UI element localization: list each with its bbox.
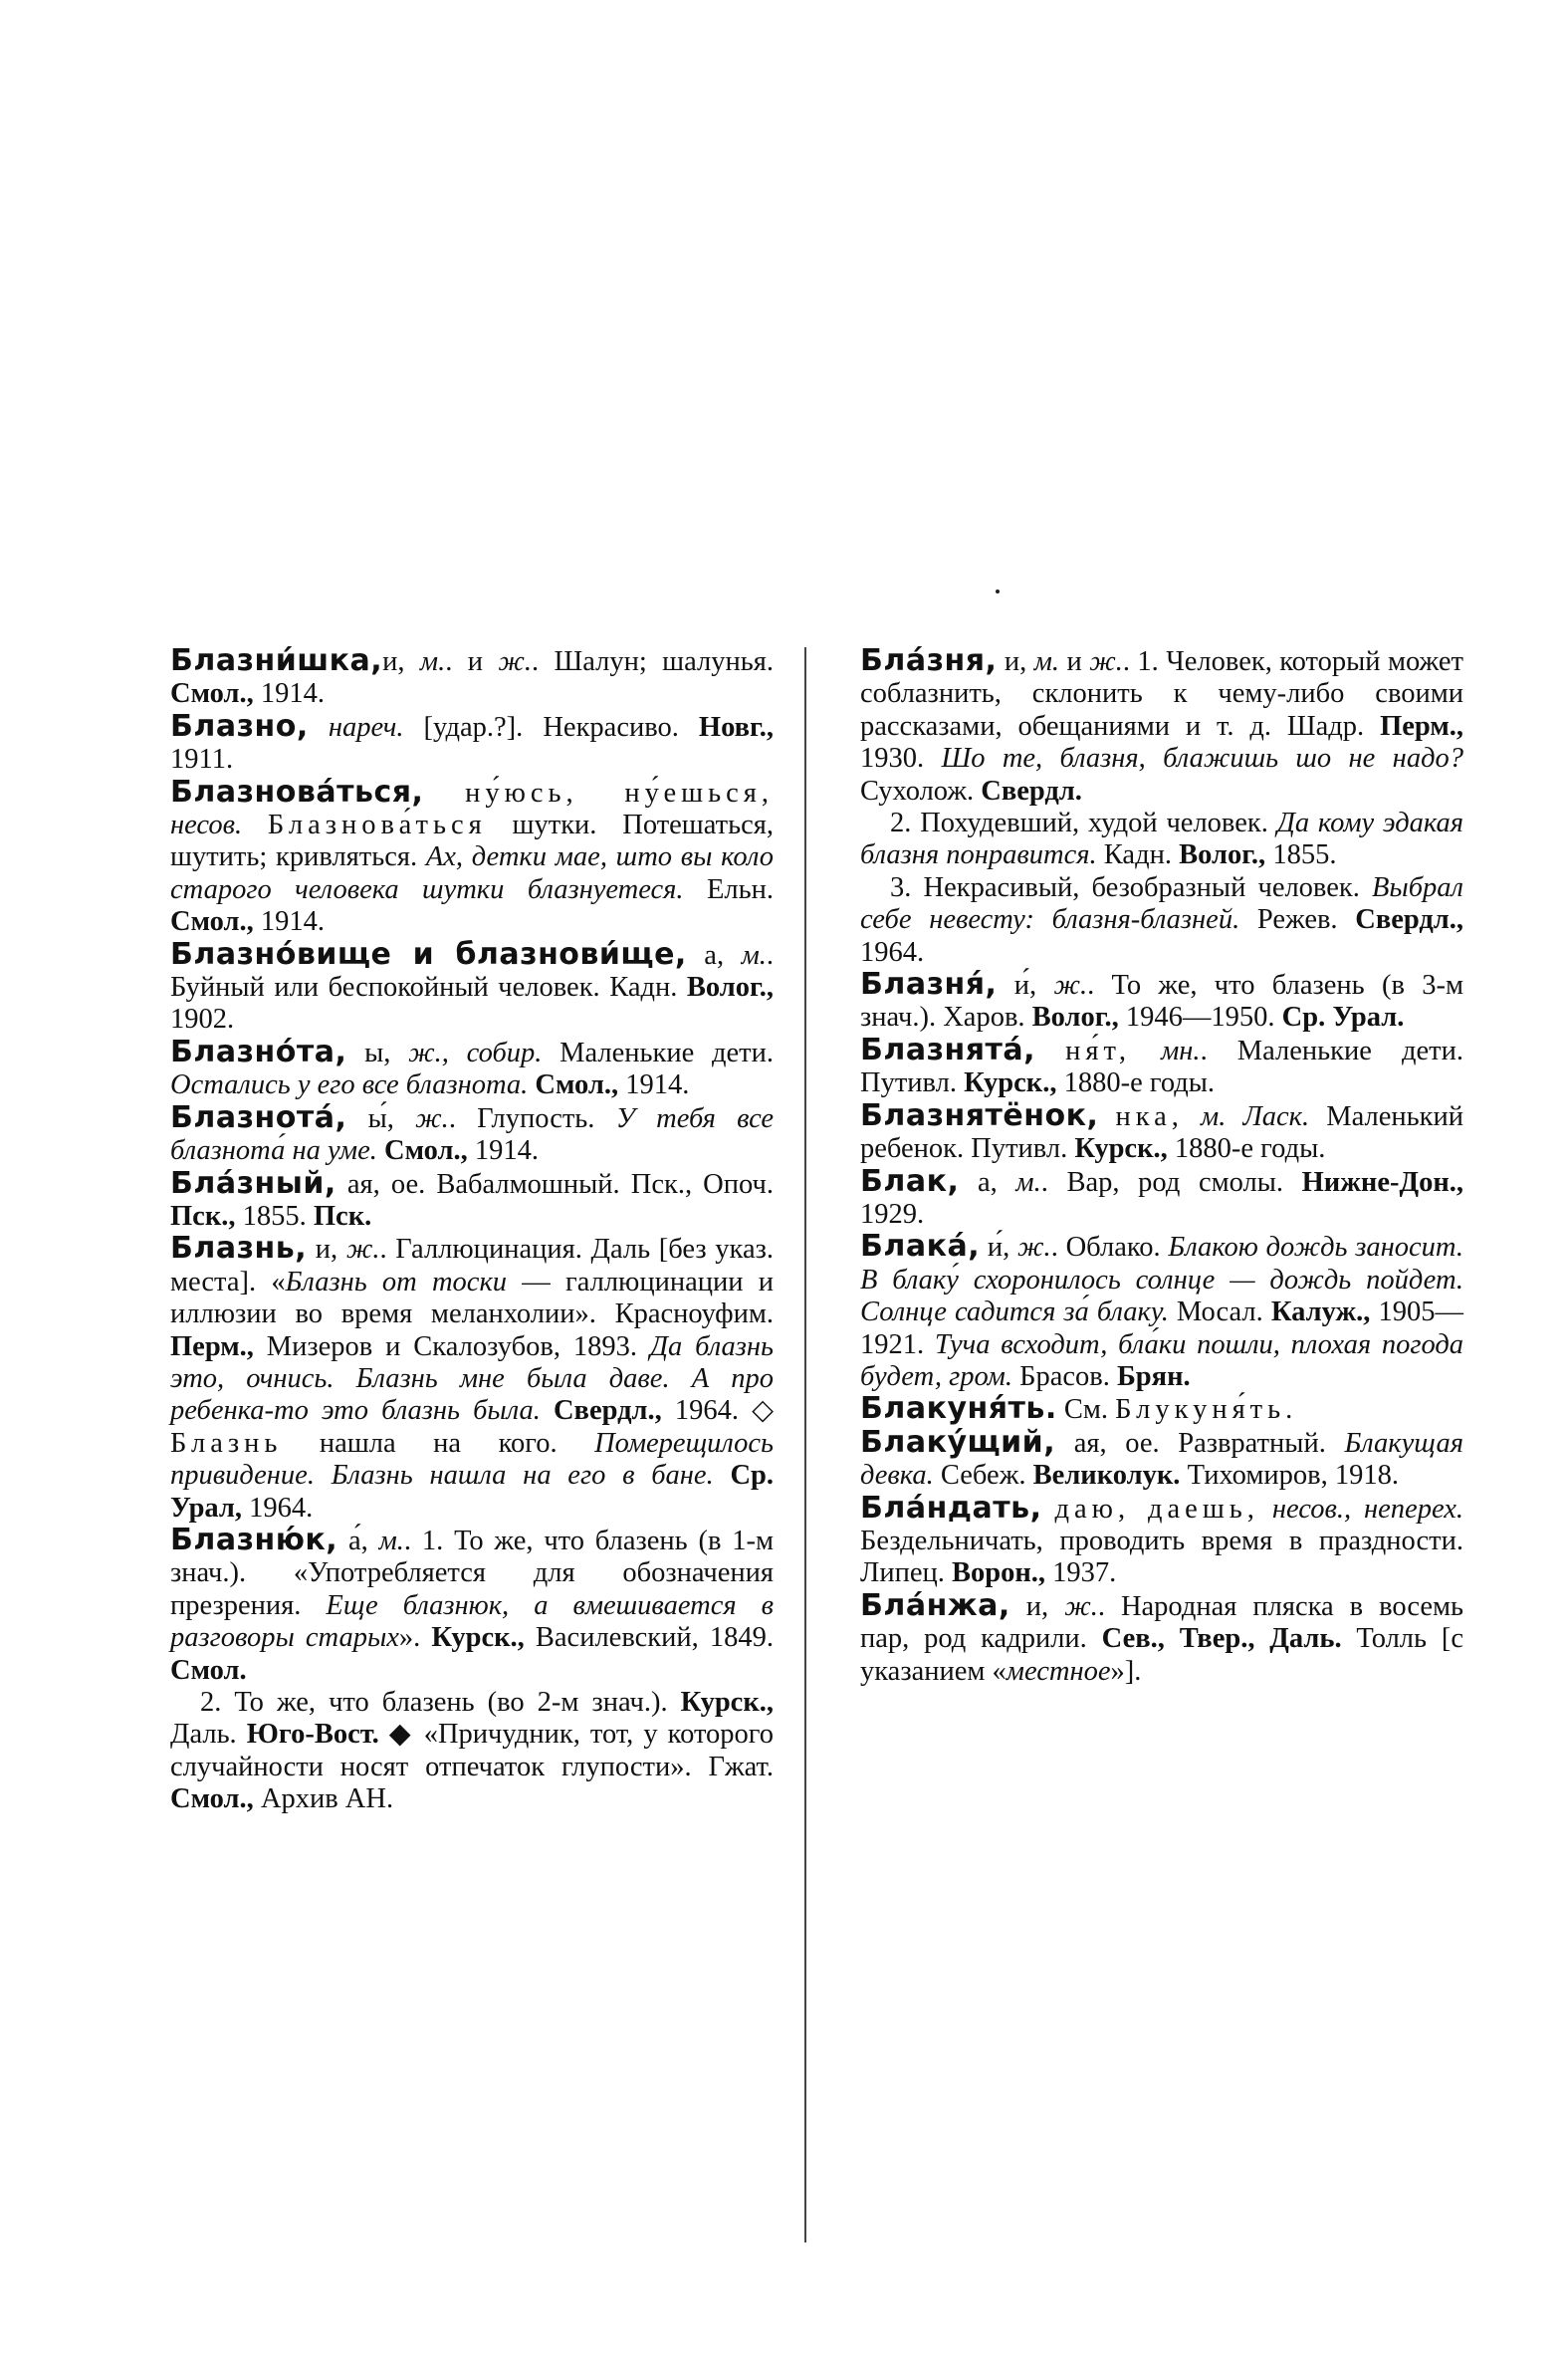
entry-text: 3. Некрасивый, безобразный человек.	[890, 871, 1373, 903]
entry-text: Туча всходит, бла́ки пошли, плохая погода будет, гром.	[860, 1328, 1464, 1392]
entry-text: ж., собир.	[408, 1037, 543, 1068]
entry-text: а,	[959, 1166, 1016, 1198]
entry-text: ы́,	[346, 1102, 416, 1134]
entry-text: Новг.,	[698, 711, 774, 743]
entry-text: Свердл.	[981, 775, 1082, 807]
entry-text	[377, 1135, 384, 1166]
left-column	[170, 645, 774, 1816]
entry-text: Выбрал себе невесту: блазня-блазней.	[860, 871, 1463, 936]
entry-text: . Народная пляска в восемь пар, род кадрили.	[860, 1590, 1463, 1655]
dictionary-entry	[170, 1034, 774, 1102]
dictionary-entry	[170, 1165, 774, 1234]
entry-text: ня́т,	[1065, 1035, 1131, 1066]
column-divider	[804, 647, 806, 2242]
entry-text: Твер.,	[1179, 1623, 1255, 1655]
headword: Блазнова́ться,	[170, 774, 424, 810]
entry-text: Курск.,	[431, 1622, 525, 1654]
entry-text: Да кому эдакая блазня понравится.	[860, 808, 1463, 871]
entry-text: . Буйный или беспокойный человек. Кадн.	[170, 939, 775, 1004]
entry-text: . Шалун; шалунья.	[532, 646, 774, 677]
entry-text: 1880-е годы.	[1167, 1133, 1326, 1165]
entry-text: ы,	[346, 1037, 409, 1068]
entry-text: Режев.	[1239, 904, 1356, 936]
entry-text: [удар.?]. Некрасиво.	[403, 711, 699, 743]
dictionary-entry	[170, 1687, 774, 1816]
entry-text: м.	[741, 939, 767, 971]
entry-text: Василевский, 1849.	[524, 1622, 774, 1654]
entry-text: Свердл.,	[553, 1395, 662, 1427]
entry-text: Смол.,	[170, 678, 254, 710]
entry-text: ж.	[1053, 970, 1088, 1002]
entry-text: Смол.,	[384, 1135, 468, 1167]
dictionary-entry	[860, 1393, 1463, 1426]
entry-text: Пск.	[313, 1200, 372, 1232]
entry-text: Брасов.	[1011, 1360, 1117, 1392]
dictionary-entry	[860, 1097, 1463, 1166]
entry-text: ж.	[415, 1102, 449, 1134]
entry-text: Даль.	[1269, 1623, 1342, 1655]
entry-text: Ворон.,	[952, 1557, 1046, 1589]
entry-text: Перм.,	[170, 1330, 254, 1362]
entry-text: Да блазнь это, очнись. Блазнь мне была даве. А про ребенка-то это блазнь была.	[170, 1330, 774, 1427]
entry-text: нка,	[1115, 1100, 1184, 1132]
dictionary-entry	[170, 774, 775, 939]
entry-text: Сев.,	[1101, 1623, 1165, 1655]
entry-text: См.	[1056, 1394, 1116, 1426]
entry-text: и,	[307, 1234, 346, 1266]
headword: Блазнота́,	[170, 1099, 347, 1135]
entry-text: Маленький ребенок. Путивл.	[860, 1100, 1463, 1165]
dictionary-entry	[860, 645, 1463, 808]
headword: Бла́зный,	[170, 1165, 336, 1201]
entry-text: м.	[1033, 646, 1060, 677]
entry-text: а́,	[337, 1525, 379, 1556]
entry-text: Курск.,	[1074, 1133, 1168, 1165]
entry-text: Перм.,	[1380, 710, 1463, 742]
entry-text: 1964.	[860, 936, 925, 968]
headword: Блазнь,	[170, 1231, 308, 1267]
entry-text: ну́юсь, ну́ешься,	[465, 777, 774, 809]
entry-text: Смол.,	[170, 906, 254, 938]
entry-text: Еще блазнюк, а вмешивается в разговоры старых	[170, 1589, 774, 1654]
entry-text: Курск.,	[964, 1067, 1057, 1099]
entry-text: . То же, что блазень (в 3-м знач.). Харов.	[860, 970, 1463, 1034]
dictionary-entry	[860, 1424, 1463, 1493]
entry-text: ая, ое. Развратный.	[1055, 1427, 1345, 1459]
dictionary-entry	[170, 708, 774, 777]
dictionary-entry	[170, 1099, 775, 1168]
entry-text: Кадн.	[1096, 839, 1180, 871]
entry-text	[1259, 1494, 1272, 1525]
stray-dot	[996, 589, 1000, 593]
entry-text: 1930.	[860, 743, 942, 775]
entry-text: 1911.	[170, 744, 234, 776]
entry-text: 1902.	[170, 1004, 235, 1036]
entry-text: У тебя все блазнота́ на уме.	[170, 1102, 775, 1167]
entry-text: . Галлюцинация. Даль [без указ. места]. «	[170, 1234, 774, 1297]
entry-text: Волог.,	[1179, 839, 1266, 871]
entry-text: . Облако.	[1050, 1232, 1169, 1264]
entry-text	[541, 1395, 554, 1426]
headword: Блазнята́,	[860, 1032, 1036, 1067]
dictionary-entry	[170, 1522, 774, 1687]
entry-text: ж.	[1064, 1590, 1098, 1622]
entry-text: 1914.	[467, 1135, 539, 1167]
entry-text: и,	[1009, 1590, 1065, 1622]
entry-text	[1131, 1036, 1161, 1066]
entry-text: ◆ «Причудник, тот, у которого случайности носят отпечаток глупости». Гжат.	[170, 1719, 774, 1782]
dictionary-entry	[860, 969, 1463, 1035]
entry-text: Смол.,	[170, 1783, 254, 1815]
entry-text: Ельн.	[683, 873, 775, 905]
entry-text	[1165, 1623, 1180, 1654]
entry-text: Великолук.	[1032, 1460, 1181, 1492]
headword: Бла́нжа,	[860, 1587, 1010, 1623]
entry-text: Ах, детки мае, што вы коло старого человека шутки блазнуетеся.	[170, 841, 774, 905]
entry-text: 2. Похудевший, худой человек.	[890, 808, 1277, 839]
entry-text: Калуж.,	[1270, 1296, 1371, 1328]
entry-text: ж.	[345, 1234, 380, 1266]
entry-text: Блазнь от тоски	[285, 1266, 508, 1297]
entry-text: Сухолож.	[860, 775, 982, 807]
entry-text	[309, 712, 329, 743]
dictionary-entry	[860, 1163, 1463, 1232]
dictionary-entry	[860, 808, 1463, 872]
headword: Бла́ндать,	[860, 1490, 1042, 1526]
entry-text	[1035, 1036, 1065, 1066]
entry-text: Шо те, блазня, блажишь шо не надо?	[941, 743, 1463, 775]
right-column	[860, 645, 1463, 1688]
entry-text: Остались у его все блазнота.	[170, 1069, 529, 1101]
entry-text: . Вар, род смолы.	[1040, 1166, 1302, 1198]
entry-text: несов., неперех.	[1271, 1493, 1464, 1525]
entry-text: Маленькие дети.	[542, 1037, 774, 1068]
dictionary-entry	[170, 1233, 774, 1525]
headword: Блазно́вище и блазнови́ще,	[170, 936, 687, 972]
entry-text: 2. То же, что блазень (во 2-м знач.).	[200, 1687, 681, 1718]
entry-text: Свердл.,	[1355, 904, 1464, 936]
entry-text	[1042, 1494, 1055, 1525]
entry-text: Смол.	[170, 1654, 247, 1686]
entry-text: Нижне-Дон.,	[1301, 1166, 1463, 1198]
entry-text: Волог.,	[686, 972, 774, 1004]
entry-text: Даль.	[170, 1719, 247, 1751]
entry-text: 1905—1921.	[860, 1296, 1464, 1360]
entry-text: Ср. Урал.	[1281, 1002, 1405, 1034]
entry-text: — галлюцинации и иллюзии во время меланхолии». Красноуфим.	[170, 1266, 774, 1330]
entry-text: нареч.	[328, 711, 404, 743]
entry-text: . Маленькие дети. Путивл.	[860, 1035, 1464, 1099]
entry-text: Блакою дождь заносит. В блаку́ схоронилось солнце — дождь пойдет. Солнце садится за́ блаку.	[860, 1232, 1463, 1328]
entry-text: шутки. Потешаться, шутить; кривляться.	[170, 810, 774, 873]
entry-text: даю, даешь,	[1054, 1493, 1259, 1525]
headword: Блаку́щий,	[860, 1424, 1056, 1460]
entry-text: Брян.	[1116, 1360, 1191, 1392]
entry-text: и,	[997, 646, 1034, 677]
dictionary-entry	[860, 1032, 1464, 1100]
entry-text: . 1. То же, что блазень (в 1-м знач.). «Употребляется для обозначения презрения.	[170, 1525, 774, 1621]
entry-text	[714, 1460, 731, 1491]
headword: Блак,	[860, 1163, 960, 1199]
entry-text: 1929.	[860, 1198, 925, 1230]
entry-text: 1914.	[253, 906, 325, 938]
entry-text: м.	[1015, 1166, 1041, 1198]
entry-text: и́,	[980, 1232, 1018, 1264]
entry-text: Блакущая девка.	[860, 1427, 1463, 1492]
entry-text: ж.	[1017, 1232, 1051, 1264]
entry-text: и	[1059, 646, 1090, 677]
entry-text: 1964. ◇	[661, 1395, 774, 1427]
entry-text: Курск.,	[680, 1687, 774, 1718]
entry-text: Бездельничать, проводить время в праздности. Липец.	[860, 1525, 1463, 1589]
entry-text: . 1. Человек, который может соблазнить, склонить к чему-либо своими рассказами, обещаниями и т. д. Шадр.	[860, 646, 1463, 742]
headword: Блазни́шка,	[170, 643, 383, 678]
dictionary-entry	[860, 1231, 1463, 1393]
dictionary-entry	[860, 1587, 1463, 1688]
dictionary-entry	[170, 936, 775, 1037]
entry-text: Волог.,	[1031, 1002, 1119, 1034]
headword: Бла́зня,	[860, 643, 998, 678]
entry-text: Толль [с указанием «	[860, 1623, 1463, 1687]
entry-text: несов.	[170, 810, 243, 841]
dictionary-entry	[170, 645, 774, 711]
entry-text: . и	[445, 646, 499, 677]
entry-text: Блазнова́ться	[267, 810, 487, 841]
entry-text: ».	[398, 1622, 432, 1654]
entry-text: м. Ласк.	[1201, 1100, 1310, 1132]
entry-text: мн.	[1161, 1035, 1201, 1066]
entry-text: а,	[686, 939, 742, 971]
entry-text: 1880-е годы.	[1056, 1067, 1216, 1099]
entry-text: Мизеров и Скалозубов, 1893.	[253, 1330, 650, 1362]
entry-text: Себеж.	[933, 1460, 1033, 1492]
entry-text: м.	[419, 646, 446, 677]
headword: Блазнятёнок,	[860, 1097, 1099, 1133]
entry-text: 1855.	[235, 1200, 314, 1232]
entry-text	[1098, 1101, 1115, 1132]
dictionary-entry	[860, 872, 1463, 969]
entry-text: Ср. Урал,	[170, 1460, 775, 1524]
headword: Блазня́,	[860, 967, 998, 1003]
entry-text: и,	[382, 646, 420, 677]
entry-text: 1964.	[242, 1492, 314, 1524]
entry-text: м.	[378, 1525, 404, 1556]
entry-text: Тихомиров, 1918.	[1180, 1460, 1400, 1492]
entry-text: нашла на кого.	[282, 1427, 595, 1459]
entry-text: »].	[1110, 1655, 1142, 1687]
entry-text: Смол.,	[535, 1069, 619, 1101]
entry-text: Блазнь	[170, 1427, 283, 1459]
headword: Блака́,	[860, 1229, 981, 1265]
entry-text: и́,	[997, 970, 1054, 1002]
entry-text: 1946—1950.	[1118, 1002, 1282, 1034]
headword: Блазно,	[170, 708, 309, 744]
entry-text: Пск.,	[170, 1200, 236, 1232]
entry-text: Блукуня́ть.	[1115, 1394, 1298, 1426]
entry-text	[1254, 1623, 1269, 1654]
headword: Блазно́та,	[170, 1034, 347, 1069]
headword: Блазню́к,	[170, 1522, 338, 1557]
dictionary-entry	[860, 1490, 1464, 1590]
headword: Блакуня́ть.	[860, 1391, 1057, 1427]
entry-text: ая, ое. Вабалмошный. Пск., Опоч.	[336, 1168, 774, 1200]
entry-text: 1855.	[1265, 839, 1337, 871]
entry-text: местное	[1006, 1655, 1111, 1687]
entry-text: Юго-Вост.	[246, 1719, 379, 1751]
entry-text	[242, 810, 268, 840]
entry-text: ж.	[498, 646, 532, 677]
entry-text: Архив АН.	[253, 1783, 394, 1815]
entry-text	[1184, 1101, 1201, 1132]
entry-text	[423, 778, 465, 809]
entry-text: . Глупость.	[448, 1102, 616, 1134]
entry-text: Мосал.	[1168, 1296, 1271, 1328]
entry-text: 1937.	[1045, 1557, 1117, 1589]
entry-text: Померещилось привидение. Блазнь нашла на его в бане.	[170, 1427, 774, 1492]
entry-text: ж.	[1089, 646, 1123, 677]
entry-text: 1914.	[253, 678, 325, 710]
entry-text: 1914.	[618, 1069, 690, 1101]
